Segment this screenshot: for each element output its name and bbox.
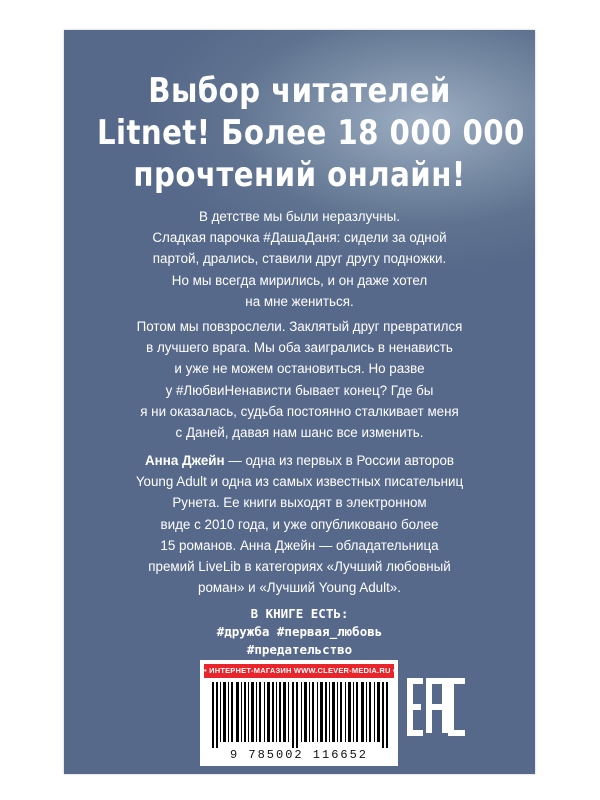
blurb-line: Потом мы повзрослели. Заклятый друг превратился: [136, 319, 463, 334]
blurb-line: я ни оказалась, судьба постоянно сталкивает меня: [140, 403, 459, 419]
barcode-icon: [212, 682, 388, 748]
shop-url-strip: • ИНТЕРНЕТ-МАГАЗИН WWW.CLEVER-MEDIA.RU •: [204, 664, 394, 678]
tags-line-2: #предательство: [246, 642, 353, 657]
author-bio-line: роман» и «Лучший Young Adult».: [198, 580, 401, 596]
author-bio-line: Рунета. Ее книги выходят в электронном: [172, 495, 427, 511]
isbn-digits: 9 785002 116652: [229, 748, 369, 762]
blurb-paragraph-2: [94, 316, 505, 443]
headline-line-1: Выбор читателей: [148, 71, 451, 111]
blurb-line: с Даней, давая нам шанс все изменить.: [175, 425, 424, 441]
blurb-line: партой, дрались, ставили друг другу подножки.: [152, 251, 447, 267]
tags-line-1: #дружба #первая_любовь: [216, 624, 383, 639]
author-bio-line: виде с 2010 года, и уже опубликовано более: [160, 516, 439, 532]
headline-line-3: прочтений онлайн!: [133, 155, 466, 195]
tags-heading: В КНИГЕ ЕСТЬ:: [250, 606, 349, 621]
blurb-line: В детстве мы были неразлучны.: [198, 209, 401, 224]
author-bio-line: 15 романов. Анна Джейн — обладательница: [160, 537, 439, 553]
author-bio-line-rest: — одна из первых в России авторов: [224, 453, 455, 468]
tags-block: [64, 605, 535, 659]
headline-line-2: Litnet! Более 18 000 000: [96, 113, 525, 153]
book-back-cover: [64, 30, 535, 774]
headline: [96, 70, 525, 196]
blurb-paragraph-1: [94, 206, 505, 312]
blurb-line: Но мы всегда мирились, и он даже хотел: [171, 272, 428, 288]
author-bio-line: Young Adult и одна из самых известных писательниц: [135, 474, 464, 490]
author-bio: [94, 450, 505, 598]
author-bio-line: премий LiveLib в категориях «Лучший любовный: [148, 559, 451, 575]
blurb-line: у #ЛюбвиНенависти бывает конец? Где бы: [165, 382, 434, 398]
blurb-line: на мне жениться.: [245, 293, 354, 309]
blurb-line: в лучшего врага. Мы оба заигрались в ненависть: [146, 340, 453, 356]
blurb-line: Сладкая парочка #ДашаДаня: сидели за одной: [152, 230, 447, 246]
author-bio-line: [94, 450, 505, 471]
barcode-label: [200, 660, 398, 766]
eac-mark-icon: [407, 678, 467, 736]
author-name: Анна Джейн: [144, 453, 225, 468]
blurb-line: и уже не можем остановиться. Но разве: [174, 361, 425, 377]
